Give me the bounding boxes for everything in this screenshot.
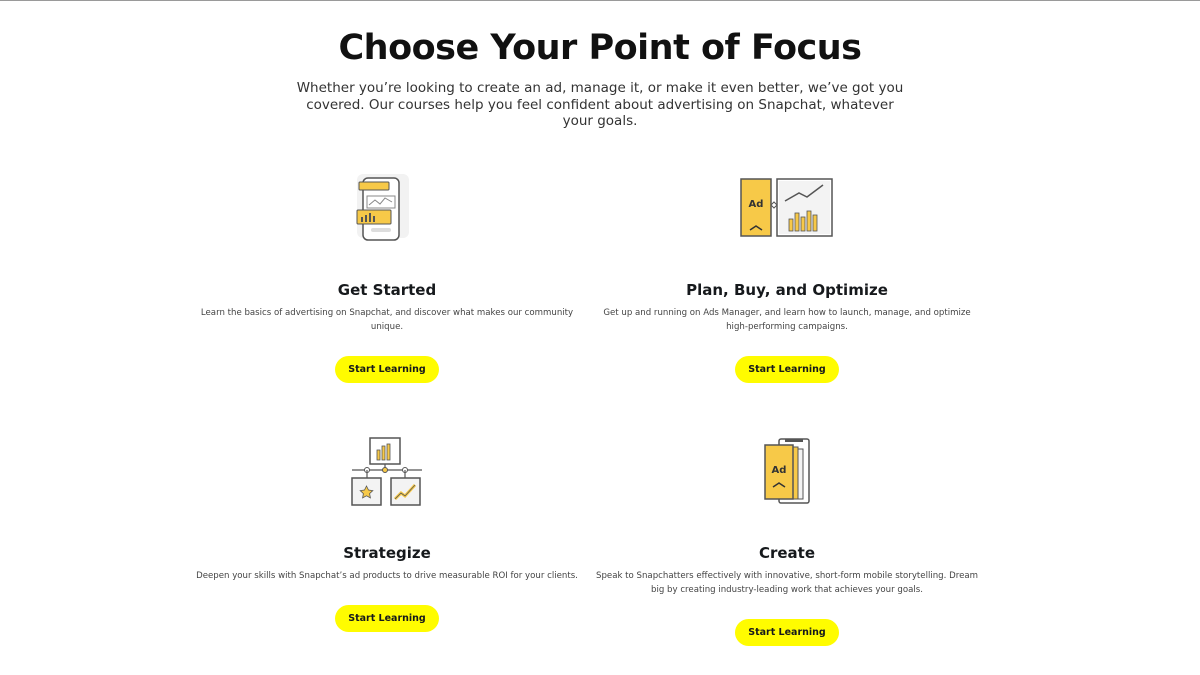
card-title: Get Started bbox=[337, 281, 437, 299]
start-learning-button[interactable]: Start Learning bbox=[735, 356, 839, 383]
start-learning-button[interactable]: Start Learning bbox=[335, 605, 439, 632]
course-card-create bbox=[587, 0, 987, 675]
card-title: Strategize bbox=[343, 544, 431, 562]
card-description: Speak to Snapchatters effectively with innovative, short-form mobile storytelling. Dream big by creating industry-leading work that achieves your goals. bbox=[596, 571, 978, 595]
card-description: Get up and running on Ads Manager, and learn how to launch, manage, and optimize high-performing campaigns. bbox=[603, 308, 971, 332]
card-description: Deepen your skills with Snapchat’s ad products to drive measurable ROI for your clients. bbox=[196, 571, 578, 581]
card-description: Learn the basics of advertising on Snapchat, and discover what makes our community unique. bbox=[200, 308, 574, 332]
course-card-strategize bbox=[187, 0, 587, 675]
start-learning-button[interactable]: Start Learning bbox=[335, 356, 439, 383]
page-title: Choose Your Point of Focus bbox=[338, 28, 862, 68]
ad-label: Ad bbox=[748, 199, 764, 210]
page-subtitle: Whether you’re looking to create an ad, manage it, or make it even better, we’ve got you covered. Our courses help you feel confident about advertising on Snapchat, whatever your goals. bbox=[296, 80, 904, 129]
start-learning-button[interactable]: Start Learning bbox=[735, 619, 839, 646]
card-title: Create bbox=[758, 544, 816, 562]
ad-label: Ad bbox=[771, 465, 787, 476]
card-title: Plan, Buy, and Optimize bbox=[686, 281, 888, 299]
strategy-flow-illustration-icon bbox=[350, 436, 424, 508]
stacked-ads-illustration-icon bbox=[761, 437, 813, 507]
